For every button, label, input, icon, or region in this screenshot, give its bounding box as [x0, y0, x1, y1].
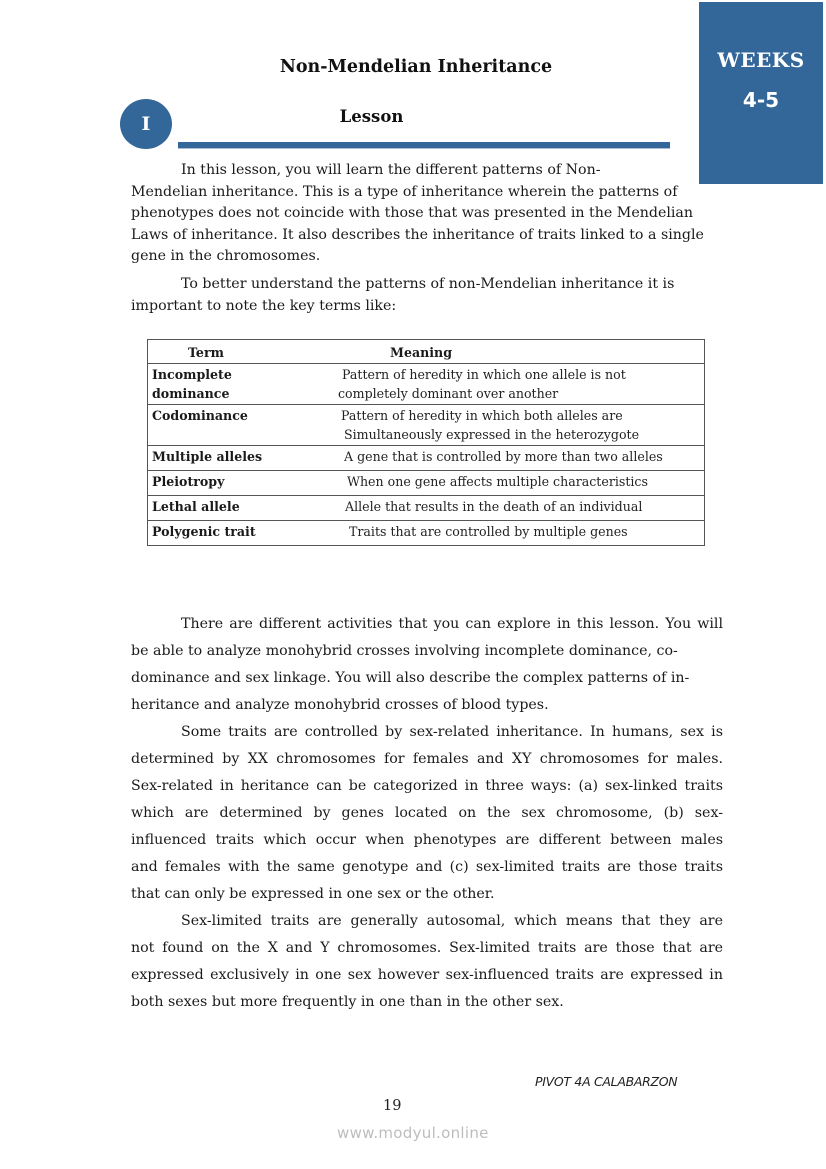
text-line: important to note the key terms like: — [131, 297, 397, 314]
text-line: gene in the chromosomes. — [131, 248, 321, 264]
text-line: Laws of inheritance. It also describes the inheritance of traits linked to a single — [131, 226, 704, 243]
body-paragraph-sex-limited — [131, 908, 723, 1016]
text-line: Mendelian inheritance. This is a type of inheritance wherein the patterns of — [131, 183, 678, 200]
text-line: both sexes but more frequently in one than in the other sex. — [131, 994, 564, 1010]
meaning-cell: Pattern of heredity in which one allele is not completely dominant over another — [338, 364, 705, 405]
section-number-badge: I — [120, 99, 172, 149]
table-row — [148, 521, 705, 546]
text-line: heritance and analyze monohybrid crosses of blood types. — [131, 697, 549, 713]
text-line: dominance and sex linkage. You will also describe the complex patterns of in- — [131, 670, 690, 686]
text-line: In this lesson, you will learn the different patterns of Non- — [181, 162, 601, 178]
weeks-range: 4-5 — [742, 88, 780, 112]
footer-source: PIVOT 4A CALABARZON — [535, 1074, 678, 1089]
text-line: influenced traits which occur when phenotypes are different between males — [131, 832, 723, 848]
term-cell: Multiple alleles — [148, 446, 339, 471]
column-header-meaning: Meaning — [338, 340, 705, 364]
text-line: Some traits are controlled by sex-related inheritance. In humans, sex is — [181, 724, 723, 740]
term-cell: Lethal allele — [148, 496, 339, 521]
text-line: expressed exclusively in one sex however sex-influenced traits are expressed in — [131, 967, 723, 983]
key-terms-table — [147, 339, 705, 546]
term-cell: Incomplete dominance — [148, 364, 339, 405]
table-row — [148, 446, 705, 471]
term-cell: Polygenic trait — [148, 521, 339, 546]
meaning-cell: Pattern of heredity in which both alleles are Simultaneously expressed in the heterozygote — [338, 405, 705, 446]
body-paragraph-sex-related — [131, 719, 723, 908]
text-line: and females with the same genotype and (c) sex-limited traits are those traits — [131, 859, 723, 875]
section-divider-bar — [178, 142, 670, 148]
text-line: be able to analyze monohybrid crosses involving incomplete dominance, co- — [131, 643, 678, 659]
text-line: Sex-limited traits are generally autosomal, which means that they are — [181, 913, 723, 929]
text-line: phenotypes does not coincide with those that was presented in the Mendelian — [131, 205, 694, 221]
text-line: which are determined by genes located on the sex chromosome, (b) sex- — [131, 805, 723, 821]
text-line: There are different activities that you can explore in this lesson. You will — [181, 616, 723, 632]
watermark-link[interactable]: www.modyul.online — [337, 1124, 489, 1142]
page-title: Non-Mendelian Inheritance — [279, 57, 553, 77]
intro-paragraph-1 — [131, 160, 723, 268]
text-line: that can only be expressed in one sex or the other. — [131, 886, 495, 902]
meaning-cell: Allele that results in the death of an individual — [338, 496, 705, 521]
meaning-cell: A gene that is controlled by more than two alleles — [338, 446, 705, 471]
section-title: Lesson — [339, 107, 404, 126]
text-line: not found on the X and Y chromosomes. Sex-limited traits are those that are — [131, 940, 723, 956]
page-number: 19 — [383, 1098, 402, 1114]
column-header-term: Term — [148, 340, 339, 364]
meaning-cell: When one gene affects multiple characteristics — [338, 471, 705, 496]
table-row — [148, 471, 705, 496]
weeks-label: WEEKS — [717, 48, 805, 72]
table-row — [148, 364, 705, 405]
term-cell: Codominance — [148, 405, 339, 446]
text-line: Sex-related in heritance can be categorized in three ways: (a) sex-linked traits — [131, 778, 723, 794]
table-header-row — [148, 340, 705, 364]
table-row — [148, 496, 705, 521]
table-row — [148, 405, 705, 446]
meaning-cell: Traits that are controlled by multiple genes — [338, 521, 705, 546]
term-cell: Pleiotropy — [148, 471, 339, 496]
body-paragraph-activities — [131, 611, 723, 719]
intro-paragraph-2 — [131, 274, 723, 317]
text-line: determined by XX chromosomes for females and XY chromosomes for males. — [131, 751, 723, 767]
weeks-badge — [699, 2, 823, 184]
text-line: To better understand the patterns of non-Mendelian inheritance it is — [181, 276, 675, 292]
